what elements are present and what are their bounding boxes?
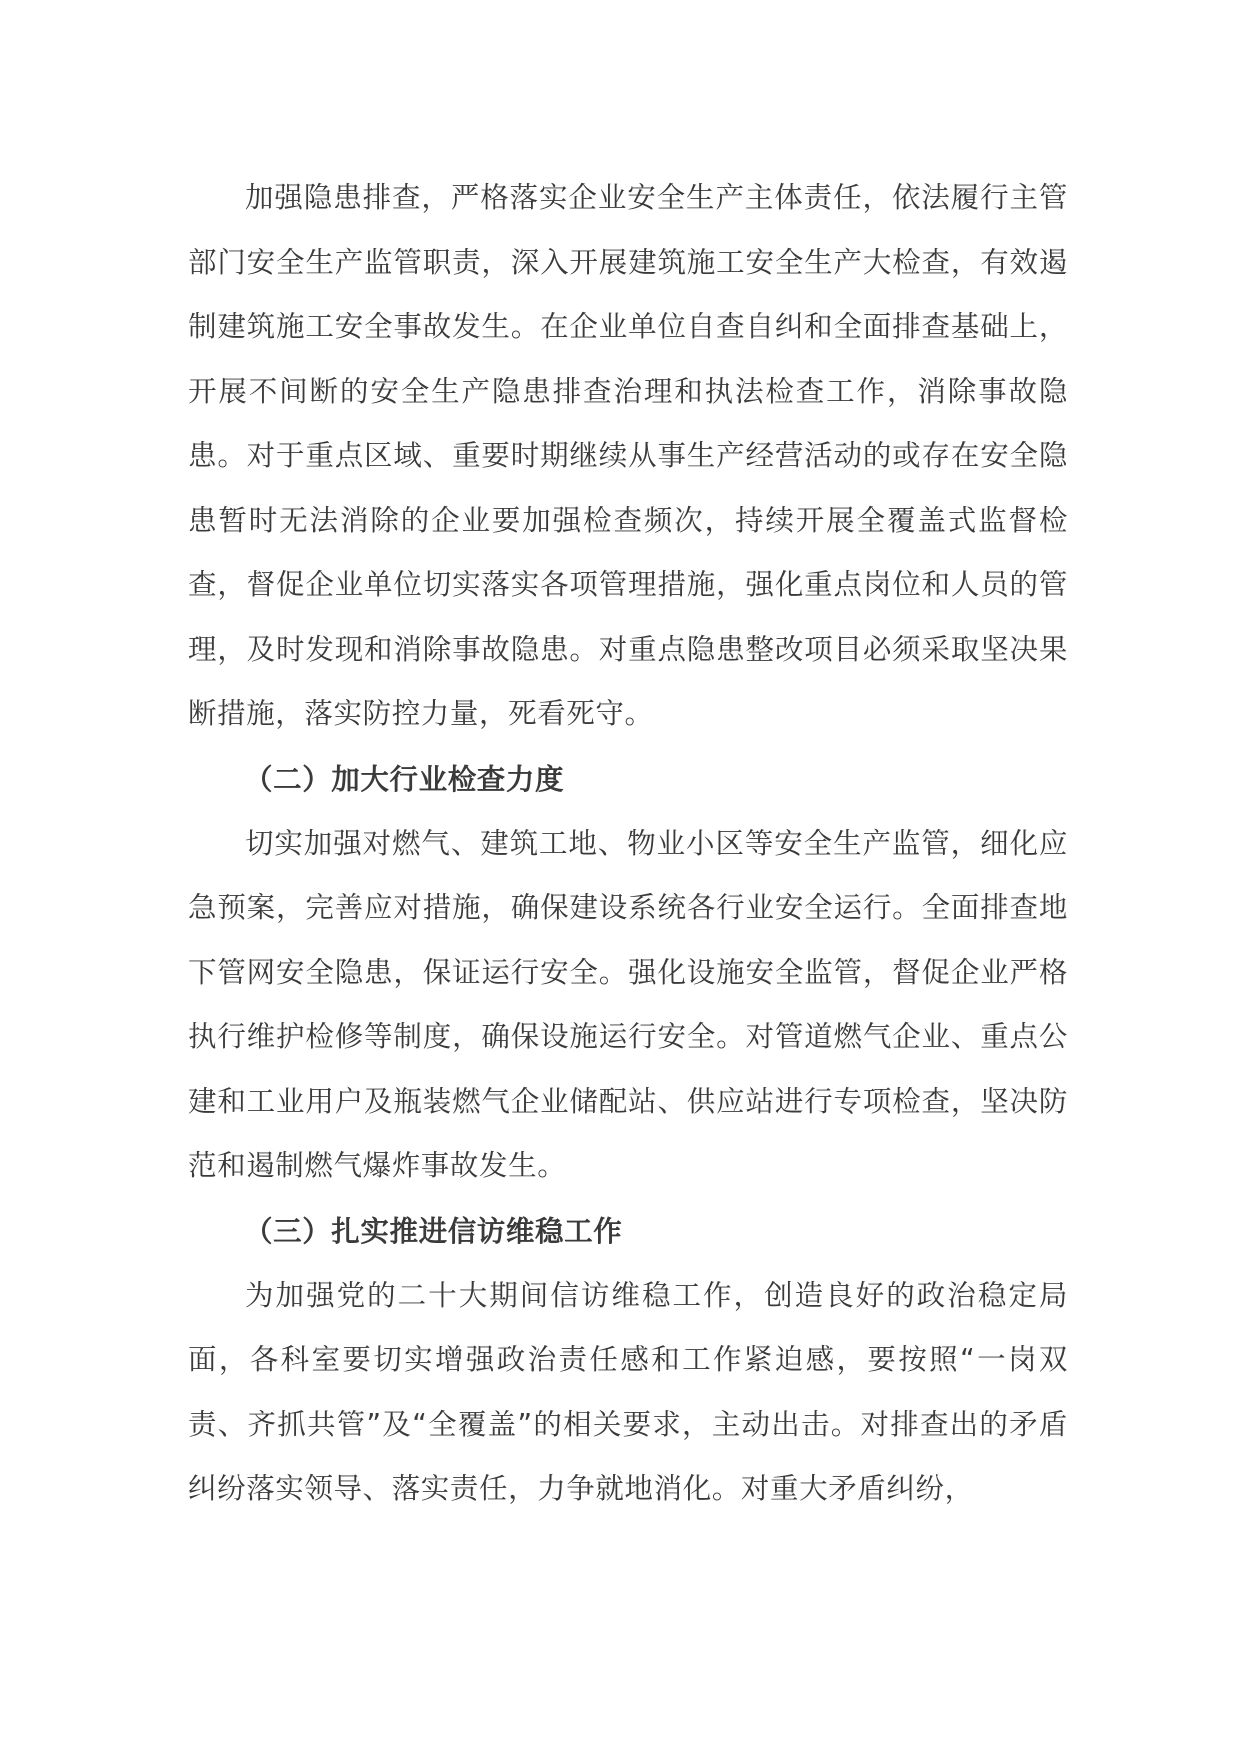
paragraph-industry-inspection: 切实加强对燃气、建筑工地、物业小区等安全生产监管，细化应急预案，完善应对措施，确保建设系统各行业安全运行。全面排查地下管网安全隐患，保证运行安全。强化设施安全监管，督促企业严格执行维护检修等制度，确保设施运行安全。对管道燃气企业、重点公建和工业用户及瓶装燃气企业储配站、供应站进行专项检查，坚决防范和遏制燃气爆炸事故发生。 bbox=[188, 826, 1068, 1182]
paragraph-petition-stability: 为加强党的二十大期间信访维稳工作，创造良好的政治稳定局面，各科室要切实增强政治责任感和工作紧迫感，要按照“一岗双责、齐抓共管”及“全覆盖”的相关要求，主动出击。对排查出的矛盾纠纷落实领导、落实责任，力争就地消化。对重大矛盾纠纷， bbox=[188, 1278, 1068, 1505]
section-heading-industry-inspection: （二）加大行业检查力度 bbox=[244, 762, 565, 796]
document-body bbox=[188, 166, 1068, 1522]
paragraph-hazard-inspection: 加强隐患排查，严格落实企业安全生产主体责任，依法履行主管部门安全生产监管职责，深入开展建筑施工安全生产大检查，有效遏制建筑施工安全事故发生。在企业单位自查自纠和全面排查基础上，开展不间断的安全生产隐患排查治理和执法检查工作，消除事故隐患。对于重点区域、重要时期继续从事生产经营活动的或存在安全隐患暂时无法消除的企业要加强检查频次，持续开展全覆盖式监督检查，督促企业单位切实落实各项管理措施，强化重点岗位和人员的管理，及时发现和消除事故隐患。对重点隐患整改项目必须采取坚决果断措施，落实防控力量，死看死守。 bbox=[188, 181, 1068, 730]
section-heading-petition-stability: （三）扎实推进信访维稳工作 bbox=[244, 1214, 623, 1248]
